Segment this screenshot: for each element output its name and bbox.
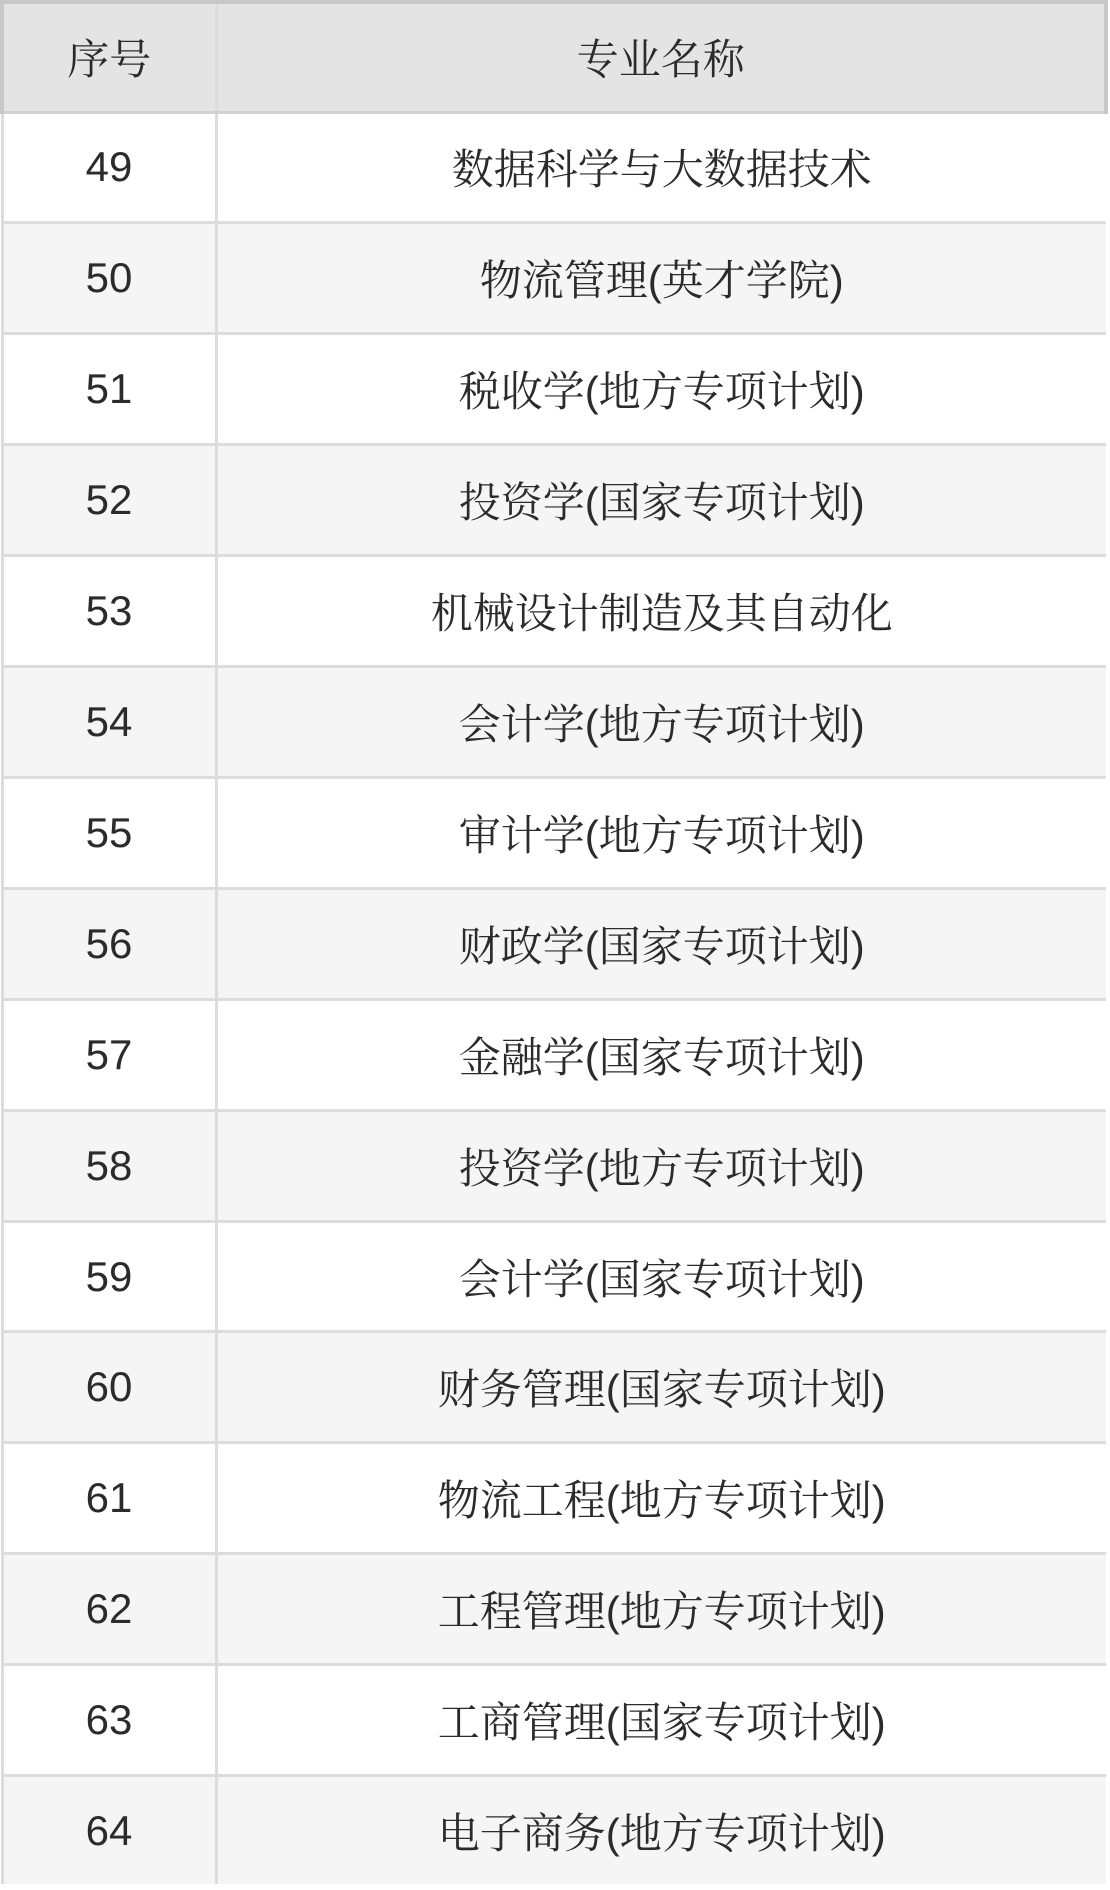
major-name-cell: 审计学(地方专项计划) [216, 777, 1106, 888]
serial-number-cell: 52 [2, 445, 216, 556]
serial-number-cell: 56 [2, 888, 216, 999]
table-row [2, 1110, 1106, 1221]
major-name-cell: 电子商务(地方专项计划) [216, 1776, 1106, 1884]
major-name-cell: 税收学(地方专项计划) [216, 334, 1106, 445]
table-row [2, 556, 1106, 667]
table-row [2, 888, 1106, 999]
table-body [2, 112, 1106, 1884]
major-name-cell: 财务管理(国家专项计划) [216, 1332, 1106, 1443]
major-name-cell: 投资学(地方专项计划) [216, 1110, 1106, 1221]
table-row [2, 1665, 1106, 1776]
table-row [2, 445, 1106, 556]
table-header [2, 2, 1106, 112]
header-row [2, 2, 1106, 112]
serial-number-cell: 63 [2, 1665, 216, 1776]
serial-number-cell: 53 [2, 556, 216, 667]
serial-number-cell: 62 [2, 1554, 216, 1665]
serial-number-cell: 49 [2, 112, 216, 223]
table-row [2, 334, 1106, 445]
column-header-serial-number: 序号 [2, 2, 216, 112]
serial-number-cell: 50 [2, 223, 216, 334]
table-row [2, 667, 1106, 778]
major-name-cell: 财政学(国家专项计划) [216, 888, 1106, 999]
major-name-cell: 工程管理(地方专项计划) [216, 1554, 1106, 1665]
major-name-cell: 数据科学与大数据技术 [216, 112, 1106, 223]
serial-number-cell: 61 [2, 1443, 216, 1554]
major-name-cell: 金融学(国家专项计划) [216, 999, 1106, 1110]
major-name-cell: 会计学(国家专项计划) [216, 1221, 1106, 1332]
table-row [2, 1221, 1106, 1332]
serial-number-cell: 54 [2, 667, 216, 778]
major-name-cell: 物流管理(英才学院) [216, 223, 1106, 334]
table-row [2, 1554, 1106, 1665]
serial-number-cell: 55 [2, 777, 216, 888]
serial-number-cell: 60 [2, 1332, 216, 1443]
major-name-cell: 工商管理(国家专项计划) [216, 1665, 1106, 1776]
table-row [2, 777, 1106, 888]
serial-number-cell: 51 [2, 334, 216, 445]
serial-number-cell: 57 [2, 999, 216, 1110]
table-row [2, 1443, 1106, 1554]
table-row [2, 1332, 1106, 1443]
table-row [2, 223, 1106, 334]
major-name-cell: 物流工程(地方专项计划) [216, 1443, 1106, 1554]
major-name-cell: 机械设计制造及其自动化 [216, 556, 1106, 667]
serial-number-cell: 64 [2, 1776, 216, 1884]
table-row [2, 112, 1106, 223]
table-row [2, 1776, 1106, 1884]
table-row [2, 999, 1106, 1110]
serial-number-cell: 58 [2, 1110, 216, 1221]
serial-number-cell: 59 [2, 1221, 216, 1332]
column-header-major-name: 专业名称 [216, 2, 1106, 112]
major-name-cell: 会计学(地方专项计划) [216, 667, 1106, 778]
major-name-cell: 投资学(国家专项计划) [216, 445, 1106, 556]
